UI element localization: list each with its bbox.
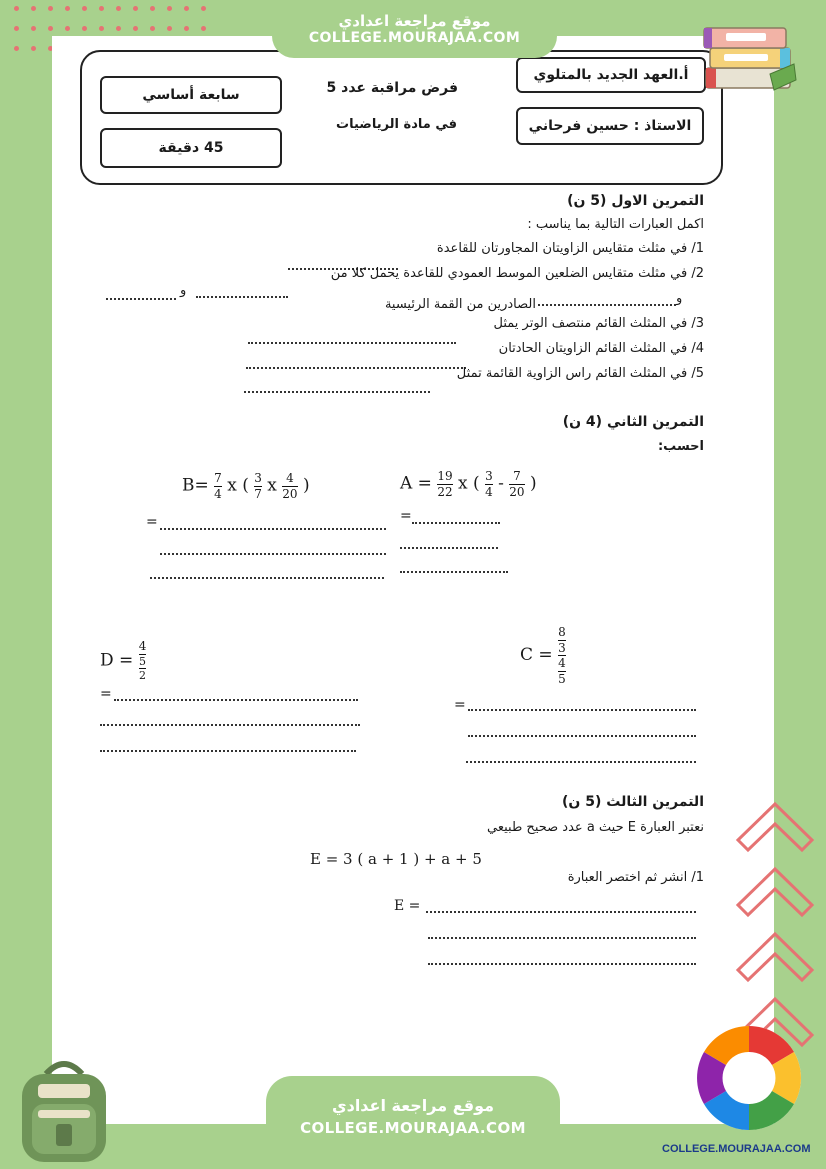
level: سابعة أساسي [142,87,240,103]
decorative-dot [150,26,155,31]
decorative-dot [133,6,138,11]
ex1-item-4: 4/ في المثلث القائم الزاويتان الحادتان [498,341,704,356]
duration: 45 دقيقة [158,140,224,156]
answer-blank[interactable] [468,709,696,711]
answer-blank[interactable] [468,735,696,737]
decorative-dot [48,6,53,11]
exercise1-title: التمرين الاول (5 ن) [567,193,704,209]
site-url[interactable]: COLLEGE.MOURAJAA.COM [300,1119,526,1137]
decorative-dot [82,6,87,11]
books-icon [700,14,800,100]
expression-d [100,640,146,682]
exercise1-instruction: اكمل العبارات التالية بما يناسب : [527,217,704,232]
ex1-item-3: 3/ في المثلث القائم منتصف الوتر يمثل [493,316,704,331]
expression-a: A = $\frac{19}{22}$ x ( $\frac{3}{4}$ - $\frac{7}{20}$ ) [400,469,537,499]
label-d: D = [100,650,134,671]
equals-sign: = [100,686,112,702]
decorative-dot [116,26,121,31]
decorative-dot [65,6,70,11]
ex1-conj: و [676,291,683,306]
answer-blank[interactable] [426,911,696,913]
fraction: $\frac{3}{7}$ [254,471,262,501]
site-name: موقع مراجعة اعدادي [331,1096,495,1115]
footer-banner [266,1076,560,1169]
decorative-dot [99,6,104,11]
decorative-dot [31,46,36,51]
ex1-item-5: 5/ في المثلث القائم راس الزاوية القائمة تمثل [456,366,704,381]
fraction: $\frac{7}{4}$ [214,471,222,501]
exercise2-instruction: احسب: [657,439,704,454]
answer-blank[interactable] [428,937,696,939]
decorative-dot [14,26,19,31]
ex1-item-1: 1/ في مثلث متقايس الزاويتان المجاورتان للقاعدة [436,241,704,256]
logo-caption: COLLEGE.MOURAJAA.COM [662,1143,811,1155]
decorative-dot [14,6,19,11]
teacher-name: الاستاذ : حسين فرحاني [528,118,692,134]
decorative-dot [31,6,36,11]
answer-blank[interactable] [244,391,430,393]
answer-blank[interactable] [150,577,384,579]
ex1-conj: و [180,283,187,298]
decorative-dot [201,6,206,11]
answer-blank[interactable] [196,296,288,298]
decorative-dot [65,26,70,31]
fraction: $\frac{4}{20}$ [282,471,298,501]
expression-b: B= $\frac{7}{4}$ x ( $\frac{3}{7}$ x $\frac{4}{20}$ ) [182,471,310,501]
decorative-dot [201,26,206,31]
answer-blank[interactable] [114,699,358,701]
decorative-dot [48,26,53,31]
answer-blank[interactable] [428,963,696,965]
decorative-dot [150,6,155,11]
decorative-dot [167,6,172,11]
test-title: فرض مراقبة عدد 5 [326,80,458,96]
fraction: $\frac{3}{4}$ [485,469,493,499]
answer-blank[interactable] [160,553,386,555]
header-banner [272,0,557,58]
operator: - [498,473,504,494]
answer-blank[interactable] [466,761,696,763]
backpack-icon [8,1054,120,1166]
answer-blank[interactable] [246,367,466,369]
site-url[interactable]: COLLEGE.MOURAJAA.COM [308,30,521,46]
level-box [100,76,282,114]
fraction: $\frac{4}{\frac{5}{2}}$ [138,639,147,683]
answer-blank[interactable] [106,298,176,300]
decorative-dot [133,26,138,31]
answer-blank[interactable] [100,750,356,752]
equals-sign: = [400,508,412,524]
answer-blank[interactable] [100,724,360,726]
decorative-dot [167,26,172,31]
decorative-dot [82,26,87,31]
exercise3-question-1: 1/ انشر ثم اختصر العبارة [567,870,704,885]
school-box [516,57,706,93]
chevron-up-icon [730,790,820,1050]
answer-e-label: E = [394,898,421,914]
answer-blank[interactable] [160,528,386,530]
ex1-item-2: 2/ في مثلث متقايس الضلعين الموسط العمودي للقاعدة يحمل كلا من [330,266,704,281]
decorative-dot [99,26,104,31]
decorative-dot [184,6,189,11]
answer-blank[interactable] [400,547,498,549]
equals-sign: = [454,697,466,713]
teacher-box [516,107,704,145]
decorative-dot [31,26,36,31]
fraction: $\frac{19}{22}$ [437,469,453,499]
decorative-dot [116,6,121,11]
answer-blank[interactable] [400,571,508,573]
decorative-dot [14,46,19,51]
equals-sign: = [146,514,158,530]
duration-box [100,128,282,168]
operator: x [458,473,468,494]
label-c: C = [520,645,553,666]
exercise3-statement: نعتبر العبارة E حيث a عدد صحيح طبيعي [487,820,704,835]
ex1-item-2b: الصادرين من القمة الرئيسية [384,297,536,312]
exercise2-title: التمرين الثاني (4 ن) [562,414,704,430]
decorative-dot [184,26,189,31]
school-name: أ.العهد الجديد بالمتلوي [533,67,689,83]
fraction: $\frac{\frac{8}{3}}{\frac{4}{5}}$ [558,625,566,686]
operator: x [267,475,277,496]
expression-e: E = 3 ( a + 1 ) + a + 5 [310,850,482,868]
answer-blank[interactable] [412,522,500,524]
fraction: $\frac{7}{20}$ [509,469,525,499]
answer-blank[interactable] [538,304,676,306]
subject: في مادة الرياضيات [336,117,457,132]
label-a: A = [400,473,432,494]
site-name: موقع مراجعة اعدادي [338,12,491,30]
label-b: B= [182,475,209,496]
exercise3-title: التمرين الثالث (5 ن) [562,794,704,810]
expression-c [520,626,566,685]
college-logo-icon [694,1022,804,1138]
operator: x [227,475,237,496]
answer-blank[interactable] [248,342,456,344]
